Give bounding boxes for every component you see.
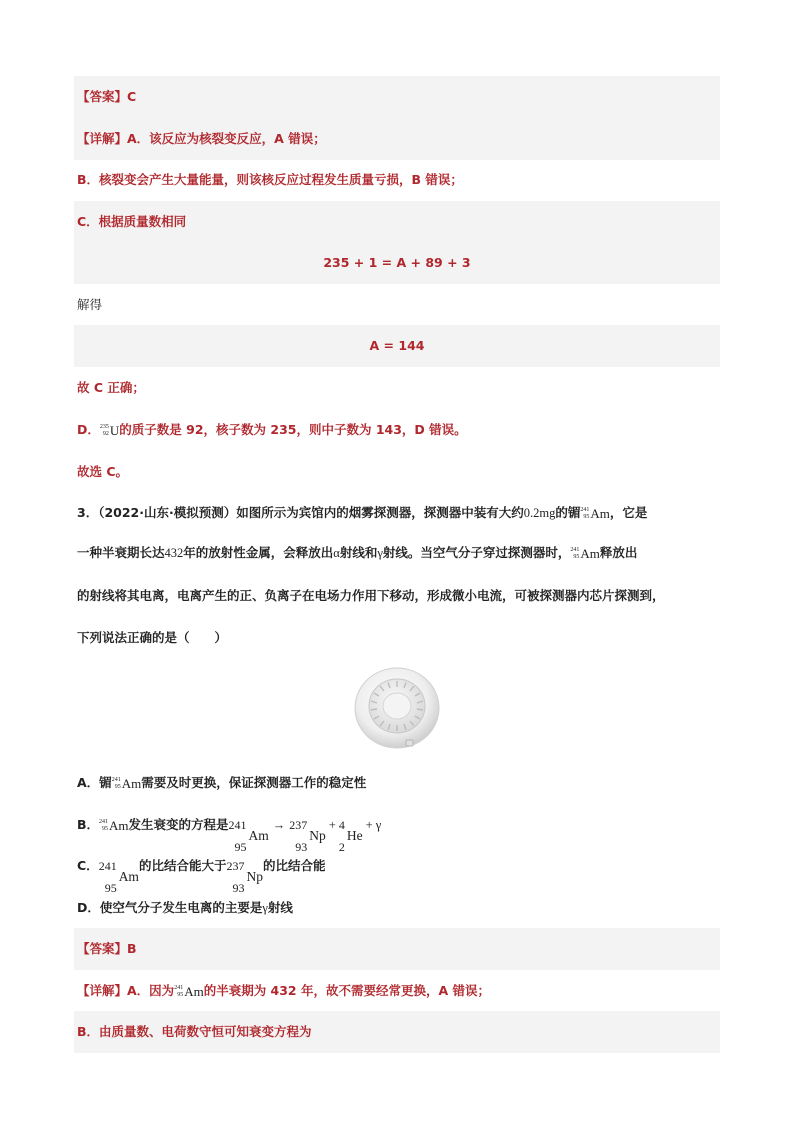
q-text: 3．（2022·山东·模拟预测）如图所示为宾馆内的烟雾探测器，探测器中装有大约 [77,505,524,521]
q-text: 的镅 [555,505,581,521]
am-symbol: Am [118,869,139,884]
option-a[interactable] [77,773,717,794]
option-d-text: D．使空气分子发生电离的主要是 [77,900,263,915]
am-mass: 241 [228,818,247,833]
plus-gamma: + γ [365,818,382,833]
np-charge: 93 [232,881,245,895]
am-charge: 95 [234,840,247,855]
d-text: 的质子数是 92，核子数为 235，则中子数为 143，D 错误。 [119,422,467,438]
answer-value: B [127,941,137,956]
am-charge: 95 [573,554,580,561]
q-text: 年的放射性金属，会释放出 [183,545,334,561]
americium-nuclide [99,808,129,843]
answer-line [77,87,717,107]
option-d[interactable] [77,898,717,918]
question-line-3: 的射线将其电离，电离产生的正、负离子在电场力作用下移动，形成微小电流，可被探测器内芯片探测到， [77,588,665,603]
am-symbol: Am [590,506,610,522]
am-mass: 241 [99,819,109,826]
he-charge: 2 [338,840,345,855]
np-mass: 237 [289,818,308,833]
q-text: 射线。当空气分子穿过探测器时， [382,545,571,561]
alpha-symbol: α [333,546,340,561]
detail-a-text: 的半衰期为 432 年，故不需要经常更换，A 错误； [203,983,491,999]
americium-nuclide [174,981,204,1002]
detail-a-prefix: 【详解】A．因为 [77,983,175,999]
am-charge: 95 [102,826,109,833]
q-text: 射线和 [339,545,378,561]
np-mass: 237 [226,859,245,873]
answer-label: 【答案】 [77,941,128,956]
equation-result: A = 144 [369,338,425,353]
q-text: 一种半衰期长达 [77,545,165,561]
np-symbol: Np [246,869,263,884]
answer-value: C [127,89,137,104]
am-symbol: Am [109,818,129,834]
neptunium-nuclide-large [226,855,263,899]
option-c-text: 的比结合能 [262,858,326,873]
equation-mass: 235 + 1 = A + 89 + 3 [323,255,471,270]
np-symbol: Np [309,828,326,844]
answer-line [77,939,717,959]
option-c[interactable] [77,849,717,899]
am-symbol: Am [121,776,142,792]
am-charge: 95 [583,514,590,521]
answer-label: 【答案】 [77,89,128,104]
uranium-mass: 235 [99,424,109,431]
americium-nuclide-large [99,855,139,899]
option-b-text: 发生衰变的方程是 [128,817,229,833]
reaction-arrow: → [272,818,286,833]
am-charge: 95 [177,992,184,999]
americium-nuclide [570,543,600,564]
question-line-1 [77,503,717,524]
am-symbol: Am [248,828,269,844]
option-a-prefix: A．镅 [77,775,112,791]
solve-label: 解得 [77,297,103,312]
question-line-2 [77,543,717,564]
np-charge: 93 [295,840,308,855]
detail-c-conclusion: 故 C 正确； [77,380,145,395]
am-mass: 241 [98,859,117,873]
option-c-prefix: C． [77,858,99,873]
am-symbol: Am [580,546,600,562]
detail-b: B．由质量数、电荷数守恒可知衰变方程为 [77,1024,312,1039]
am-mass: 241 [174,985,184,992]
am-charge: 95 [114,784,121,791]
question-line-4: 下列说法正确的是（ ） [77,630,228,645]
q-text: ，它是 [609,505,648,521]
smoke-detector-image [354,664,440,750]
am-mass: 241 [570,547,580,554]
americium-nuclide [112,773,142,794]
am-mass: 241 [111,777,121,784]
he-symbol: He [346,828,363,844]
detail-c: C．根据质量数相同 [77,214,187,229]
q-mass-value: 0.2mg [523,506,556,521]
detail-a [77,981,717,1002]
am-charge: 95 [104,881,117,895]
option-c-text: 的比结合能大于 [138,858,227,873]
half-life-value: 432 [164,546,184,561]
am-symbol: Am [184,984,204,1000]
option-a-text: 需要及时更换，保证探测器工作的稳定性 [141,775,367,791]
he-mass: 4 [338,818,345,833]
uranium-charge: 92 [102,431,109,438]
detail-b: B．核裂变会产生大量能量，则该核反应过程发生质量亏损，B 错误； [77,172,463,187]
plus-sign: + [328,818,336,833]
option-b-prefix: B． [77,817,100,833]
am-mass: 241 [580,507,590,514]
detail-a: 【详解】A．该反应为核裂变反应，A 错误； [77,131,326,146]
option-d-text: 射线 [267,900,293,915]
gamma-symbol: γ [262,901,268,915]
d-prefix: D． [77,422,100,438]
detail-d [77,420,717,441]
q-text: 释放出 [599,545,638,561]
choose-line: 故选 C。 [77,464,129,479]
uranium-symbol: U [109,423,120,439]
uranium-nuclide [100,420,119,441]
gamma-symbol: γ [377,546,383,561]
americium-nuclide [580,503,610,524]
